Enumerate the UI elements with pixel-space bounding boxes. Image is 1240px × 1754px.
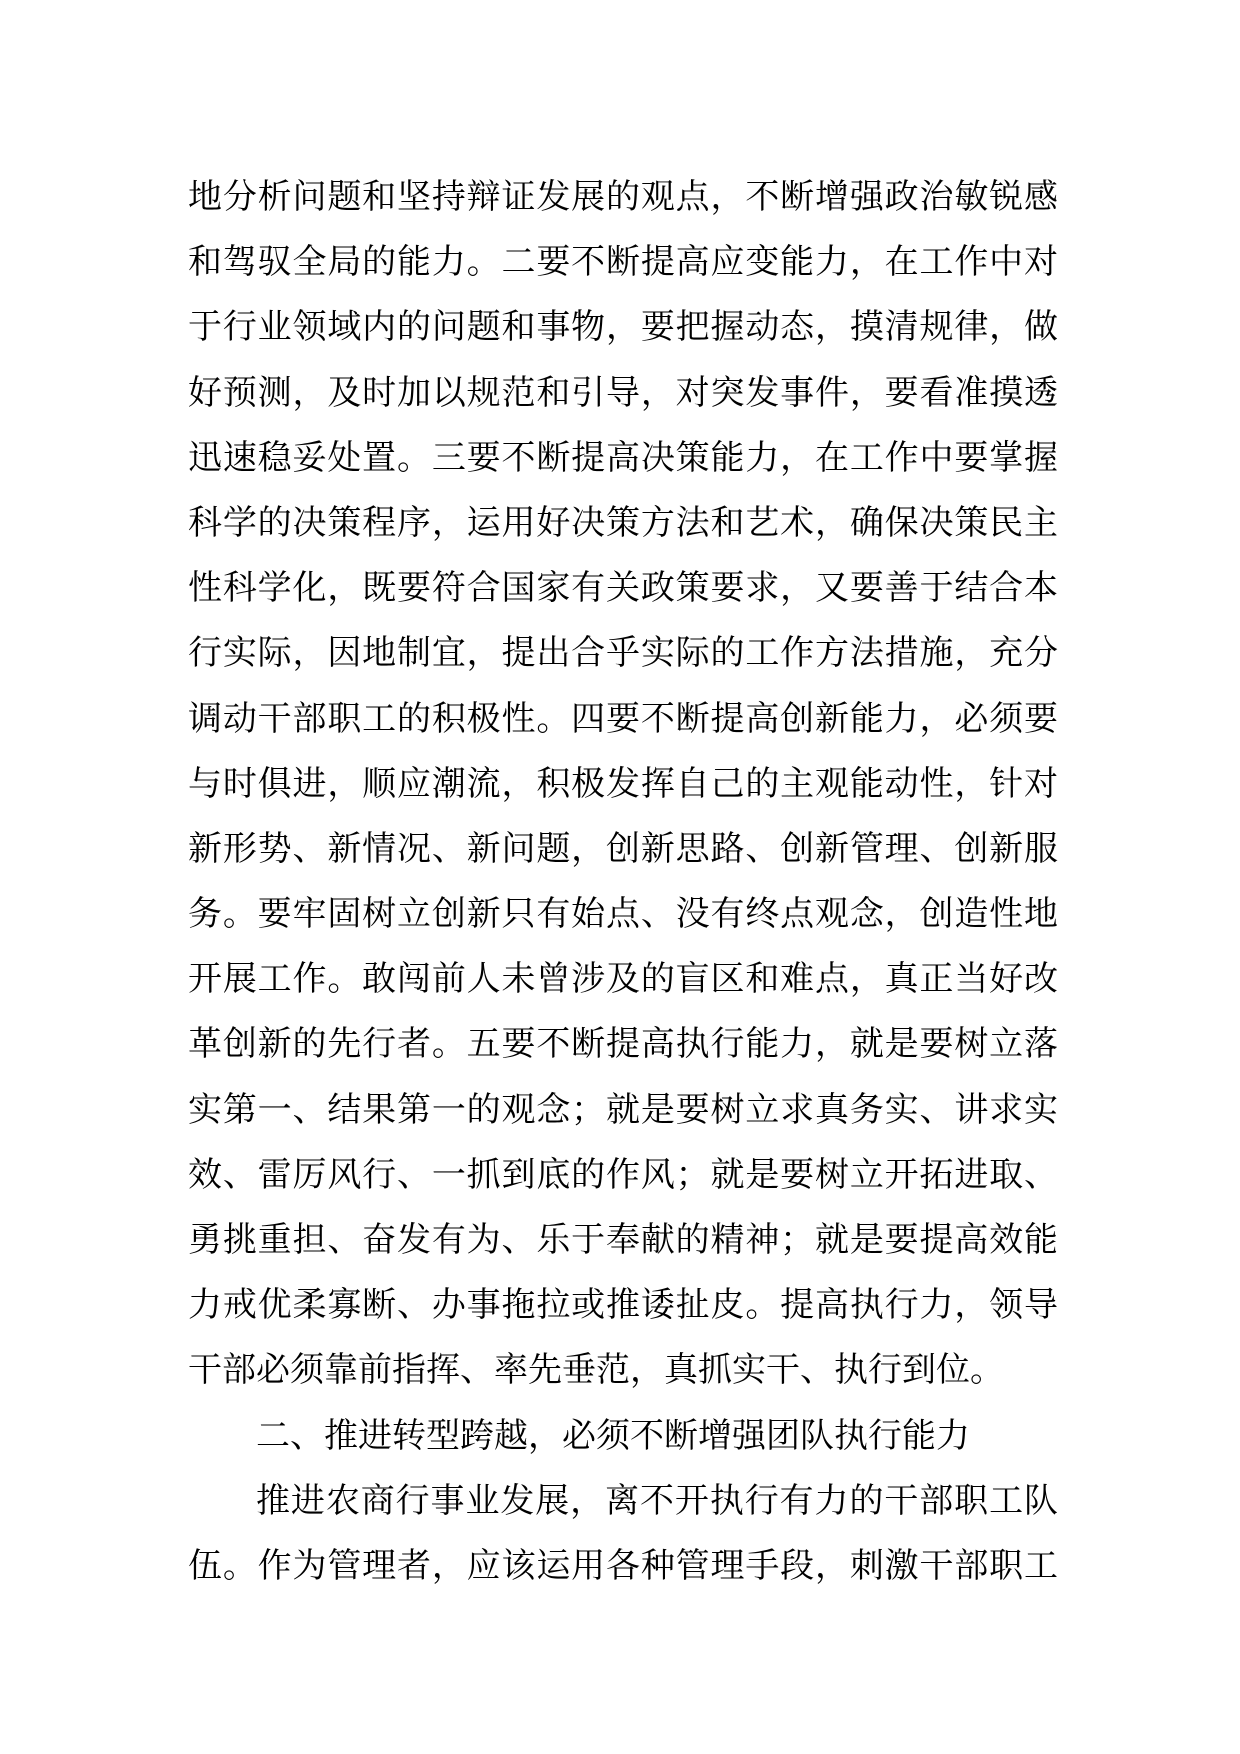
text-line: 干部必须靠前指挥、率先垂范，真抓实干、执行到位。 bbox=[188, 1350, 1004, 1391]
text-line: 新形势、新情况、新问题，创新思路、创新管理、创新服 bbox=[188, 828, 1058, 869]
section-heading: 二、推进转型跨越，必须不断增强团队执行能力 bbox=[256, 1415, 970, 1456]
text-line: 勇挑重担、奋发有为、乐于奉献的精神；就是要提高效能 bbox=[188, 1220, 1058, 1260]
text-line: 实第一、结果第一的观念；就是要树立求真务实、讲求实 bbox=[188, 1089, 1058, 1130]
text-line: 调动干部职工的积极性。四要不断提高创新能力，必须要 bbox=[188, 698, 1058, 739]
text-line: 于行业领域内的问题和事物，要把握动态，摸清规律，做 bbox=[188, 307, 1058, 348]
text-line: 推进农商行事业发展，离不开执行有力的干部职工队 bbox=[256, 1480, 1058, 1521]
text-line: 迅速稳妥处置。三要不断提高决策能力，在工作中要掌握 bbox=[188, 437, 1058, 478]
text-line: 和驾驭全局的能力。二要不断提高应变能力，在工作中对 bbox=[188, 242, 1058, 283]
text-line: 力戒优柔寡断、办事拖拉或推诿扯皮。提高执行力，领导 bbox=[188, 1285, 1058, 1326]
text-line: 科学的决策程序，运用好决策方法和艺术，确保决策民主 bbox=[188, 502, 1058, 543]
text-line: 好预测，及时加以规范和引导，对突发事件，要看准摸透 bbox=[188, 372, 1058, 413]
text-line: 地分析问题和坚持辩证发展的观点，不断增强政治敏锐感 bbox=[188, 177, 1058, 217]
text-line: 行实际，因地制宜，提出合乎实际的工作方法措施，充分 bbox=[188, 633, 1058, 674]
text-line: 开展工作。敢闯前人未曾涉及的盲区和难点，真正当好改 bbox=[188, 959, 1058, 1000]
text-line: 与时俱进，顺应潮流，积极发挥自己的主观能动性，针对 bbox=[188, 763, 1058, 804]
text-line: 革创新的先行者。五要不断提高执行能力，就是要树立落 bbox=[188, 1024, 1058, 1065]
text-line: 效、雷厉风行、一抓到底的作风；就是要树立开拓进取、 bbox=[188, 1154, 1058, 1195]
text-line: 性科学化，既要符合国家有关政策要求，又要善于结合本 bbox=[188, 568, 1058, 609]
text-line: 务。要牢固树立创新只有始点、没有终点观念，创造性地 bbox=[188, 894, 1058, 935]
text-line: 伍。作为管理者，应该运用各种管理手段，刺激干部职工 bbox=[188, 1545, 1058, 1586]
body-text bbox=[188, 165, 1058, 1599]
